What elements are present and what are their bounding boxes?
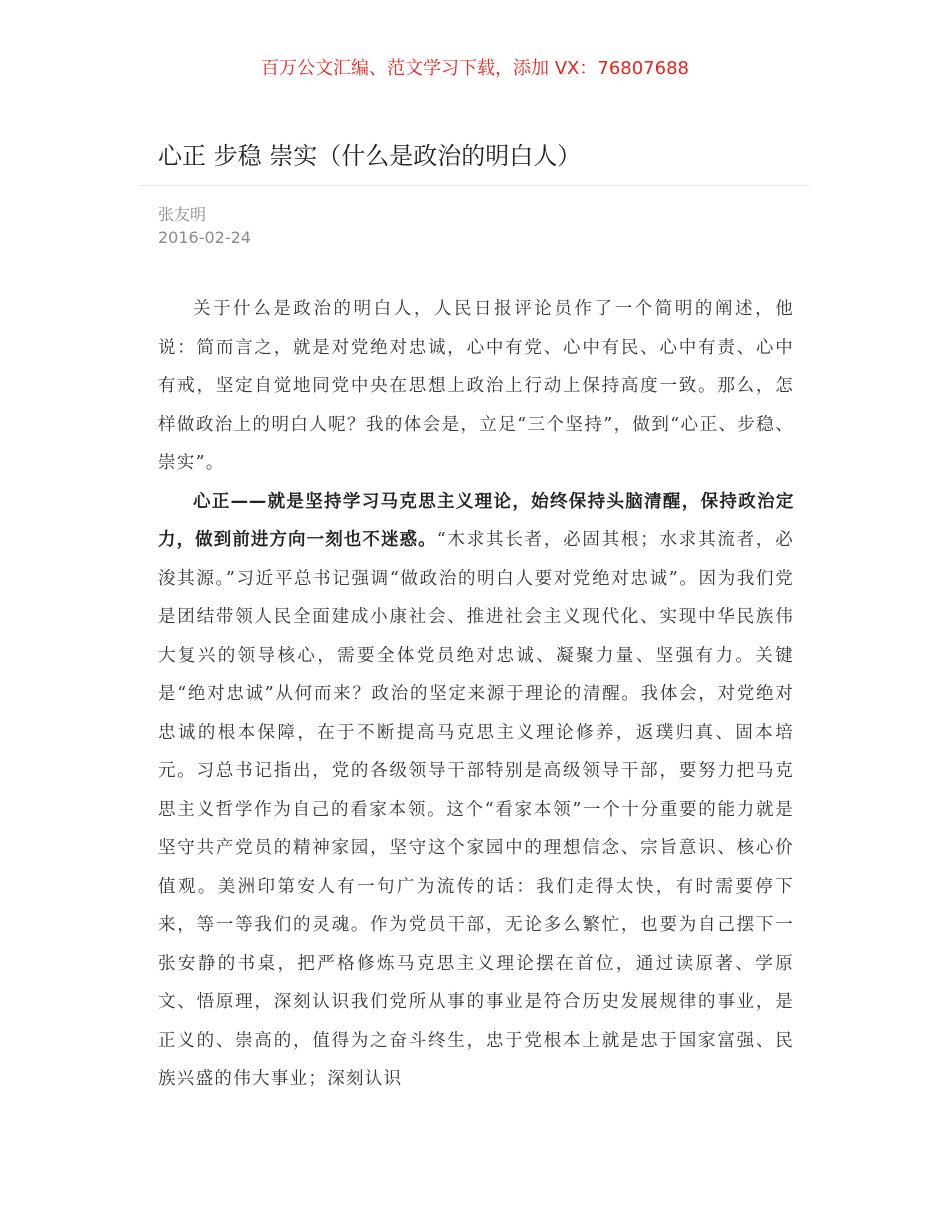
paragraph-text: “木求其长者，必固其根；水求其流者，必浚其源。”习近平总书记强调“做政治的明白人要对党绝对忠诚”。因为我们党是团结带领人民全面建成小康社会、推进社会主义现代化、实现中华民族伟大复兴的领导核心，需要全体党员绝对忠诚、凝聚力量、坚强有力。关键是“绝对忠诚”从何而来？政治的坚定来源于理论的清醒。我体会，对党绝对忠诚的根本保障，在于不断提高马克思主义理论修养，返璞归真、固本培元。习总书记指出，党的各级领导干部特别是高级领导干部，要努力把马克思主义哲学作为自己的看家本领。这个“看家本领”一个十分重要的能力就是坚守共产党员的精神家园，坚守这个家园中的理想信念、宗旨意识、核心价值观。美洲印第安人有一句广为流传的话：我们走得太快，有时需要停下来，等一等我们的灵魂。作为党员干部，无论多么繁忙，也要为自己摆下一张安静的书桌，把严格修炼马克思主义理论摆在首位，通过读原著、学原文、悟原理，深刻认识我们党所从事的事业是符合历史发展规律的事业，是正义的、崇高的，值得为之奋斗终生，忠于党根本上就是忠于国家富强、民族兴盛的伟大事业；深刻认识 — [158, 530, 794, 1089]
promo-banner: 百万公文汇编、范文学习下载，添加 VX：76807688 — [261, 58, 689, 79]
article-date: 2016-02-24 — [158, 228, 251, 247]
paragraph — [158, 290, 794, 483]
paragraph-text: 关于什么是政治的明白人，人民日报评论员作了一个简明的阐述，他说：简而言之，就是对党绝对忠诚，心中有党、心中有民、心中有责、心中有戒，坚定自觉地同党中央在思想上政治上行动上保持高度一致。那么，怎样做政治上的明白人呢？我的体会是，立足“三个坚持”，做到“心正、步稳、崇实”。 — [158, 299, 794, 473]
paragraph — [158, 483, 794, 1099]
article-author: 张友明 — [158, 205, 207, 224]
paragraph-lead: 心正——就是坚持学习马克思主义理论，始终保持头脑清醒，保持政治定力，做到前进方向一刻也不迷惑。 — [158, 491, 794, 550]
title-divider — [140, 185, 810, 186]
article-title: 心正 步稳 崇实（什么是政治的明白人） — [158, 142, 582, 170]
article-body — [158, 290, 794, 1099]
